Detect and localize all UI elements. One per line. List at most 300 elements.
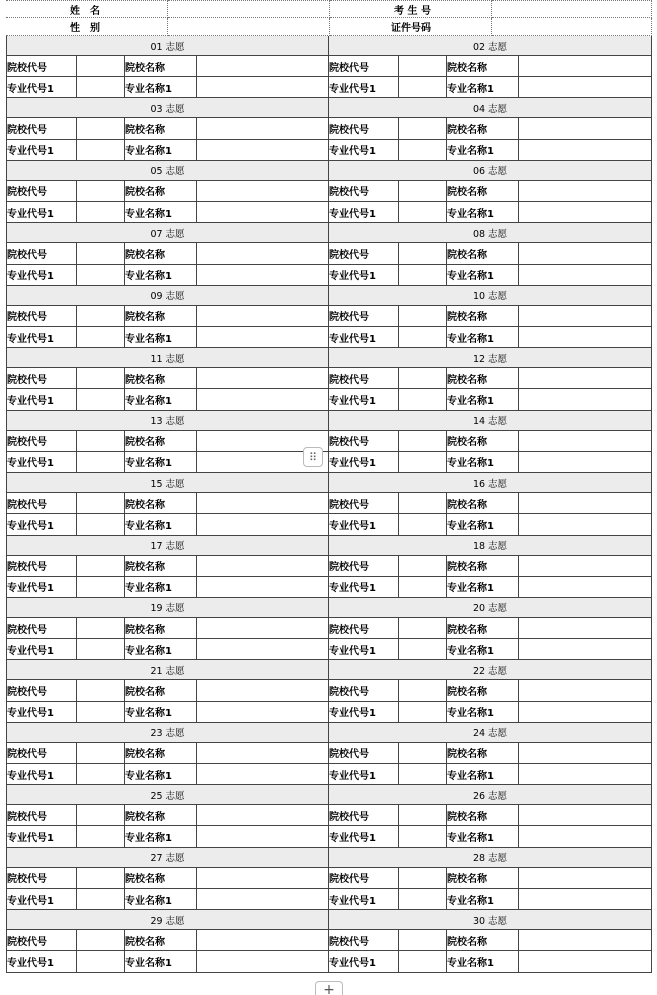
choice-block bbox=[6, 910, 329, 972]
major-name-label: 专业名称1 bbox=[125, 889, 197, 909]
school-code-field[interactable] bbox=[399, 493, 447, 513]
exam-number-label: 考 生 号 bbox=[330, 0, 492, 18]
choice-row bbox=[6, 286, 652, 348]
choice-block bbox=[329, 598, 652, 660]
school-code-field[interactable] bbox=[77, 556, 125, 576]
school-name-field[interactable] bbox=[197, 493, 328, 513]
exam-number-field[interactable] bbox=[492, 0, 652, 18]
major-line bbox=[329, 202, 651, 222]
choice-block bbox=[6, 348, 329, 410]
major-name-field[interactable] bbox=[519, 202, 651, 222]
major-name-field[interactable] bbox=[519, 889, 651, 909]
major-name-field[interactable] bbox=[197, 389, 328, 409]
choice-row bbox=[6, 910, 652, 972]
major-code-label: 专业代号1 bbox=[329, 639, 399, 659]
major-code-label: 专业代号1 bbox=[329, 702, 399, 722]
major-line bbox=[329, 389, 651, 409]
major-code-field[interactable] bbox=[399, 265, 447, 285]
major-code-label: 专业代号1 bbox=[7, 826, 77, 846]
school-name-field[interactable] bbox=[197, 680, 328, 700]
choice-title: 07 志愿 bbox=[7, 223, 328, 243]
major-code-field[interactable] bbox=[77, 202, 125, 222]
school-line bbox=[7, 805, 328, 826]
major-name-field[interactable] bbox=[519, 140, 651, 160]
major-name-label: 专业名称1 bbox=[125, 702, 197, 722]
school-name-field[interactable] bbox=[519, 181, 651, 201]
school-line bbox=[7, 868, 328, 889]
major-name-label: 专业名称1 bbox=[447, 577, 519, 597]
school-code-field[interactable] bbox=[399, 930, 447, 950]
school-name-label: 院校名称 bbox=[125, 368, 197, 388]
school-code-label: 院校代号 bbox=[329, 930, 399, 950]
major-code-field[interactable] bbox=[77, 514, 125, 534]
major-code-field[interactable] bbox=[399, 764, 447, 784]
major-line bbox=[7, 764, 328, 784]
school-code-field[interactable] bbox=[399, 368, 447, 388]
school-code-field[interactable] bbox=[77, 493, 125, 513]
school-code-label: 院校代号 bbox=[329, 368, 399, 388]
major-name-label: 专业名称1 bbox=[125, 202, 197, 222]
school-name-field[interactable] bbox=[197, 805, 328, 825]
school-code-field[interactable] bbox=[77, 431, 125, 451]
major-line bbox=[7, 265, 328, 285]
choice-block bbox=[329, 36, 652, 98]
school-code-field[interactable] bbox=[399, 56, 447, 76]
school-name-field[interactable] bbox=[197, 306, 328, 326]
major-code-field[interactable] bbox=[77, 639, 125, 659]
choice-title: 18 志愿 bbox=[329, 536, 651, 556]
choice-block bbox=[6, 660, 329, 722]
school-name-field[interactable] bbox=[197, 618, 328, 638]
major-name-field[interactable] bbox=[197, 327, 328, 347]
choice-title: 19 志愿 bbox=[7, 598, 328, 618]
school-name-field[interactable] bbox=[519, 56, 651, 76]
choice-block bbox=[329, 348, 652, 410]
major-code-label: 专业代号1 bbox=[329, 577, 399, 597]
school-code-field[interactable] bbox=[399, 243, 447, 263]
school-code-label: 院校代号 bbox=[7, 556, 77, 576]
school-line bbox=[7, 680, 328, 701]
school-name-field[interactable] bbox=[519, 493, 651, 513]
choice-row bbox=[6, 411, 652, 473]
major-code-field[interactable] bbox=[399, 77, 447, 97]
major-code-field[interactable] bbox=[399, 951, 447, 971]
major-name-field[interactable] bbox=[519, 764, 651, 784]
major-code-field[interactable] bbox=[77, 951, 125, 971]
major-name-field[interactable] bbox=[197, 514, 328, 534]
major-name-field[interactable] bbox=[519, 514, 651, 534]
major-code-label: 专业代号1 bbox=[7, 389, 77, 409]
major-name-label: 专业名称1 bbox=[125, 77, 197, 97]
major-name-label: 专业名称1 bbox=[125, 140, 197, 160]
school-code-field[interactable] bbox=[399, 868, 447, 888]
school-code-field[interactable] bbox=[399, 181, 447, 201]
school-name-label: 院校名称 bbox=[125, 868, 197, 888]
choice-title: 28 志愿 bbox=[329, 848, 651, 868]
school-code-field[interactable] bbox=[399, 556, 447, 576]
choice-title: 10 志愿 bbox=[329, 286, 651, 306]
major-line bbox=[329, 639, 651, 659]
choice-title: 03 志愿 bbox=[7, 98, 328, 118]
choice-title: 15 志愿 bbox=[7, 473, 328, 493]
school-code-label: 院校代号 bbox=[329, 743, 399, 763]
school-name-label: 院校名称 bbox=[447, 930, 519, 950]
school-name-field[interactable] bbox=[519, 680, 651, 700]
choice-block bbox=[6, 598, 329, 660]
school-code-field[interactable] bbox=[399, 118, 447, 138]
school-code-label: 院校代号 bbox=[329, 493, 399, 513]
school-line bbox=[7, 56, 328, 77]
major-name-field[interactable] bbox=[197, 702, 328, 722]
school-line bbox=[329, 930, 651, 951]
choice-block bbox=[329, 660, 652, 722]
school-code-field[interactable] bbox=[399, 431, 447, 451]
school-code-field[interactable] bbox=[399, 805, 447, 825]
major-line bbox=[7, 389, 328, 409]
school-code-field[interactable] bbox=[77, 930, 125, 950]
choice-row bbox=[6, 98, 652, 160]
choice-blocks bbox=[6, 36, 652, 973]
choice-row bbox=[6, 598, 652, 660]
school-code-label: 院校代号 bbox=[7, 431, 77, 451]
school-name-field[interactable] bbox=[519, 743, 651, 763]
school-line bbox=[7, 743, 328, 764]
major-code-label: 专业代号1 bbox=[7, 889, 77, 909]
choice-title: 24 志愿 bbox=[329, 723, 651, 743]
major-code-field[interactable] bbox=[399, 140, 447, 160]
major-code-field[interactable] bbox=[399, 202, 447, 222]
name-label: 姓 名 bbox=[6, 0, 168, 18]
gender-field[interactable] bbox=[168, 18, 330, 36]
school-code-label: 院校代号 bbox=[329, 680, 399, 700]
major-name-label: 专业名称1 bbox=[447, 702, 519, 722]
major-name-field[interactable] bbox=[197, 140, 328, 160]
school-code-label: 院校代号 bbox=[329, 805, 399, 825]
school-name-field[interactable] bbox=[197, 243, 328, 263]
choice-block bbox=[329, 98, 652, 160]
major-line bbox=[7, 577, 328, 597]
plus-icon[interactable]: + bbox=[315, 981, 343, 995]
school-name-label: 院校名称 bbox=[125, 805, 197, 825]
school-code-label: 院校代号 bbox=[329, 118, 399, 138]
major-line bbox=[7, 514, 328, 534]
major-name-field[interactable] bbox=[197, 639, 328, 659]
school-name-label: 院校名称 bbox=[447, 868, 519, 888]
school-line bbox=[329, 680, 651, 701]
school-code-label: 院校代号 bbox=[329, 431, 399, 451]
choice-title: 04 志愿 bbox=[329, 98, 651, 118]
major-name-label: 专业名称1 bbox=[447, 140, 519, 160]
school-code-label: 院校代号 bbox=[329, 181, 399, 201]
major-line bbox=[7, 639, 328, 659]
school-line bbox=[7, 556, 328, 577]
major-code-field[interactable] bbox=[399, 452, 447, 472]
school-code-field[interactable] bbox=[77, 743, 125, 763]
major-name-label: 专业名称1 bbox=[125, 764, 197, 784]
major-name-field[interactable] bbox=[519, 639, 651, 659]
major-code-field[interactable] bbox=[77, 77, 125, 97]
major-line bbox=[329, 951, 651, 971]
school-name-field[interactable] bbox=[519, 868, 651, 888]
school-name-label: 院校名称 bbox=[447, 243, 519, 263]
major-line bbox=[329, 889, 651, 909]
major-line bbox=[7, 452, 328, 472]
school-name-field[interactable] bbox=[519, 556, 651, 576]
application-form bbox=[6, 0, 652, 973]
school-line bbox=[7, 243, 328, 264]
major-code-field[interactable] bbox=[77, 889, 125, 909]
school-code-field[interactable] bbox=[77, 805, 125, 825]
school-name-label: 院校名称 bbox=[125, 930, 197, 950]
choice-title: 05 志愿 bbox=[7, 161, 328, 181]
choice-title: 30 志愿 bbox=[329, 910, 651, 930]
choice-title: 27 志愿 bbox=[7, 848, 328, 868]
major-code-field[interactable] bbox=[77, 265, 125, 285]
major-name-field[interactable] bbox=[519, 77, 651, 97]
major-name-field[interactable] bbox=[197, 826, 328, 846]
school-line bbox=[329, 493, 651, 514]
choice-block bbox=[6, 473, 329, 535]
major-code-label: 专业代号1 bbox=[329, 514, 399, 534]
major-code-field[interactable] bbox=[399, 327, 447, 347]
school-code-label: 院校代号 bbox=[7, 743, 77, 763]
school-code-field[interactable] bbox=[77, 368, 125, 388]
major-name-field[interactable] bbox=[197, 77, 328, 97]
major-name-field[interactable] bbox=[519, 577, 651, 597]
school-line bbox=[329, 368, 651, 389]
choice-title: 29 志愿 bbox=[7, 910, 328, 930]
major-code-field[interactable] bbox=[399, 577, 447, 597]
school-name-label: 院校名称 bbox=[125, 431, 197, 451]
major-name-label: 专业名称1 bbox=[125, 389, 197, 409]
school-code-field[interactable] bbox=[77, 243, 125, 263]
major-line bbox=[329, 327, 651, 347]
name-field[interactable] bbox=[168, 0, 330, 18]
major-code-field[interactable] bbox=[399, 826, 447, 846]
major-name-label: 专业名称1 bbox=[447, 514, 519, 534]
major-name-label: 专业名称1 bbox=[447, 202, 519, 222]
school-code-field[interactable] bbox=[77, 118, 125, 138]
choice-title: 09 志愿 bbox=[7, 286, 328, 306]
school-code-field[interactable] bbox=[77, 306, 125, 326]
major-code-field[interactable] bbox=[77, 140, 125, 160]
school-code-field[interactable] bbox=[399, 743, 447, 763]
school-line bbox=[7, 431, 328, 452]
major-code-label: 专业代号1 bbox=[329, 889, 399, 909]
school-code-label: 院校代号 bbox=[7, 930, 77, 950]
header-row-2 bbox=[6, 18, 652, 36]
school-name-field[interactable] bbox=[197, 118, 328, 138]
major-code-label: 专业代号1 bbox=[7, 514, 77, 534]
choice-block bbox=[6, 223, 329, 285]
major-name-field[interactable] bbox=[197, 577, 328, 597]
school-name-field[interactable] bbox=[519, 618, 651, 638]
major-name-field[interactable] bbox=[519, 826, 651, 846]
school-code-label: 院校代号 bbox=[329, 243, 399, 263]
choice-block bbox=[329, 161, 652, 223]
school-line bbox=[329, 431, 651, 452]
school-line bbox=[7, 618, 328, 639]
school-name-label: 院校名称 bbox=[447, 56, 519, 76]
school-code-field[interactable] bbox=[77, 56, 125, 76]
school-name-field[interactable] bbox=[519, 306, 651, 326]
school-code-field[interactable] bbox=[399, 618, 447, 638]
school-name-field[interactable] bbox=[197, 368, 328, 388]
school-name-label: 院校名称 bbox=[125, 306, 197, 326]
choice-row bbox=[6, 848, 652, 910]
major-code-field[interactable] bbox=[399, 639, 447, 659]
school-line bbox=[329, 118, 651, 139]
school-name-label: 院校名称 bbox=[447, 743, 519, 763]
major-name-label: 专业名称1 bbox=[447, 452, 519, 472]
school-line bbox=[329, 743, 651, 764]
choice-title: 01 志愿 bbox=[7, 36, 328, 56]
major-code-label: 专业代号1 bbox=[329, 389, 399, 409]
major-name-field[interactable] bbox=[197, 202, 328, 222]
major-name-field[interactable] bbox=[519, 327, 651, 347]
school-name-field[interactable] bbox=[519, 368, 651, 388]
school-line bbox=[7, 493, 328, 514]
school-code-label: 院校代号 bbox=[7, 56, 77, 76]
major-code-field[interactable] bbox=[399, 514, 447, 534]
major-line bbox=[329, 764, 651, 784]
school-code-field[interactable] bbox=[77, 680, 125, 700]
school-code-field[interactable] bbox=[77, 868, 125, 888]
major-code-field[interactable] bbox=[77, 764, 125, 784]
major-line bbox=[7, 202, 328, 222]
major-code-label: 专业代号1 bbox=[329, 327, 399, 347]
major-name-label: 专业名称1 bbox=[447, 77, 519, 97]
choice-title: 23 志愿 bbox=[7, 723, 328, 743]
major-name-field[interactable] bbox=[519, 951, 651, 971]
school-name-label: 院校名称 bbox=[447, 805, 519, 825]
major-name-field[interactable] bbox=[197, 889, 328, 909]
choice-block bbox=[6, 411, 329, 473]
major-name-label: 专业名称1 bbox=[447, 639, 519, 659]
major-code-field[interactable] bbox=[399, 889, 447, 909]
major-name-field[interactable] bbox=[519, 389, 651, 409]
school-code-field[interactable] bbox=[77, 181, 125, 201]
choice-title: 06 志愿 bbox=[329, 161, 651, 181]
school-code-field[interactable] bbox=[399, 680, 447, 700]
school-name-field[interactable] bbox=[197, 56, 328, 76]
school-name-field[interactable] bbox=[519, 930, 651, 950]
major-name-field[interactable] bbox=[519, 702, 651, 722]
school-code-label: 院校代号 bbox=[7, 306, 77, 326]
school-name-field[interactable] bbox=[197, 556, 328, 576]
school-name-field[interactable] bbox=[519, 118, 651, 138]
choice-block bbox=[6, 36, 329, 98]
choice-block bbox=[6, 848, 329, 910]
major-line bbox=[329, 702, 651, 722]
school-code-label: 院校代号 bbox=[7, 181, 77, 201]
gender-label: 性 别 bbox=[6, 18, 168, 36]
major-code-label: 专业代号1 bbox=[329, 452, 399, 472]
school-code-label: 院校代号 bbox=[7, 868, 77, 888]
school-name-field[interactable] bbox=[519, 431, 651, 451]
major-code-label: 专业代号1 bbox=[329, 202, 399, 222]
school-name-label: 院校名称 bbox=[447, 306, 519, 326]
id-number-field[interactable] bbox=[492, 18, 652, 36]
school-code-field[interactable] bbox=[77, 618, 125, 638]
major-code-field[interactable] bbox=[399, 389, 447, 409]
choice-block bbox=[329, 785, 652, 847]
school-code-label: 院校代号 bbox=[329, 56, 399, 76]
major-name-label: 专业名称1 bbox=[125, 327, 197, 347]
school-code-label: 院校代号 bbox=[7, 618, 77, 638]
major-code-field[interactable] bbox=[399, 702, 447, 722]
school-name-field[interactable] bbox=[197, 181, 328, 201]
major-name-field[interactable] bbox=[197, 951, 328, 971]
major-name-field[interactable] bbox=[197, 764, 328, 784]
choice-title: 17 志愿 bbox=[7, 536, 328, 556]
major-code-label: 专业代号1 bbox=[329, 951, 399, 971]
major-code-field[interactable] bbox=[77, 389, 125, 409]
school-code-label: 院校代号 bbox=[7, 243, 77, 263]
choice-title: 22 志愿 bbox=[329, 660, 651, 680]
major-name-label: 专业名称1 bbox=[125, 826, 197, 846]
choice-block bbox=[329, 848, 652, 910]
major-name-label: 专业名称1 bbox=[125, 577, 197, 597]
school-code-label: 院校代号 bbox=[7, 368, 77, 388]
choice-block bbox=[6, 536, 329, 598]
school-line bbox=[329, 181, 651, 202]
major-name-label: 专业名称1 bbox=[447, 889, 519, 909]
school-name-label: 院校名称 bbox=[447, 556, 519, 576]
school-line bbox=[329, 556, 651, 577]
school-name-label: 院校名称 bbox=[125, 493, 197, 513]
major-line bbox=[329, 265, 651, 285]
major-name-label: 专业名称1 bbox=[447, 265, 519, 285]
school-name-label: 院校名称 bbox=[447, 368, 519, 388]
choice-block bbox=[329, 910, 652, 972]
major-code-field[interactable] bbox=[77, 577, 125, 597]
major-line bbox=[7, 327, 328, 347]
school-code-label: 院校代号 bbox=[7, 805, 77, 825]
choice-block bbox=[6, 98, 329, 160]
major-name-label: 专业名称1 bbox=[447, 764, 519, 784]
major-code-label: 专业代号1 bbox=[7, 140, 77, 160]
school-line bbox=[329, 805, 651, 826]
school-name-field[interactable] bbox=[197, 868, 328, 888]
major-code-field[interactable] bbox=[77, 826, 125, 846]
school-line bbox=[329, 243, 651, 264]
school-code-label: 院校代号 bbox=[7, 118, 77, 138]
major-name-field[interactable] bbox=[519, 452, 651, 472]
choice-row bbox=[6, 660, 652, 722]
major-code-field[interactable] bbox=[77, 327, 125, 347]
major-code-label: 专业代号1 bbox=[7, 327, 77, 347]
major-code-field[interactable] bbox=[77, 452, 125, 472]
school-name-field[interactable] bbox=[197, 743, 328, 763]
choice-title: 13 志愿 bbox=[7, 411, 328, 431]
school-name-field[interactable] bbox=[197, 930, 328, 950]
major-code-field[interactable] bbox=[77, 702, 125, 722]
major-name-label: 专业名称1 bbox=[447, 826, 519, 846]
major-name-field[interactable] bbox=[197, 265, 328, 285]
school-code-field[interactable] bbox=[399, 306, 447, 326]
school-name-label: 院校名称 bbox=[125, 118, 197, 138]
choice-block bbox=[329, 223, 652, 285]
school-name-field[interactable] bbox=[519, 805, 651, 825]
major-name-label: 专业名称1 bbox=[447, 951, 519, 971]
school-code-label: 院校代号 bbox=[329, 868, 399, 888]
school-name-field[interactable] bbox=[519, 243, 651, 263]
major-name-label: 专业名称1 bbox=[125, 265, 197, 285]
school-name-label: 院校名称 bbox=[447, 680, 519, 700]
major-name-field[interactable] bbox=[519, 265, 651, 285]
grip-icon[interactable]: ⠿ bbox=[303, 447, 323, 467]
